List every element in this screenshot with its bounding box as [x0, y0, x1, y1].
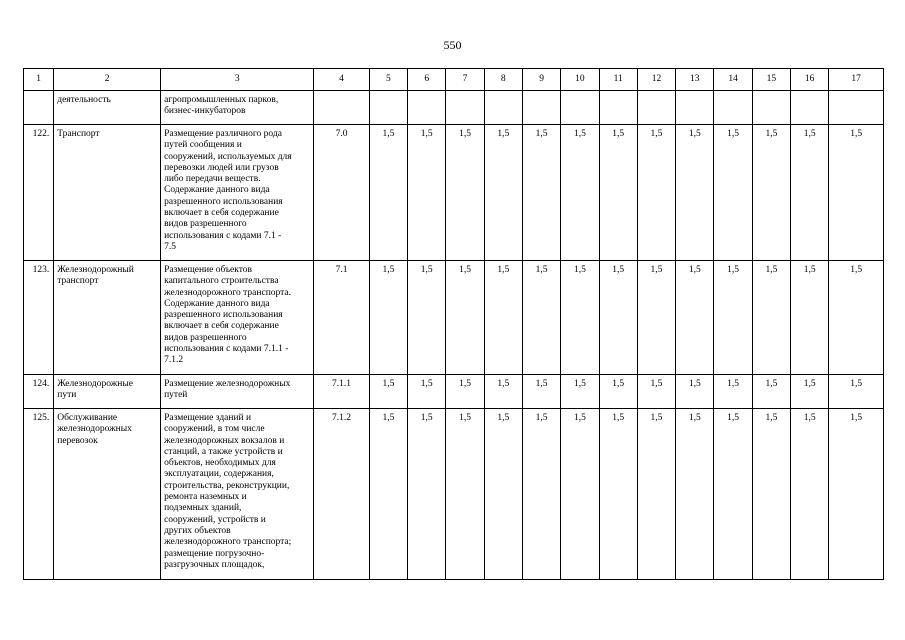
- header-cell: 11: [599, 69, 637, 91]
- use-code: 7.1.1: [314, 375, 369, 409]
- use-description: Размещение объектов капитального строительства железнодорожного транспорта. Содержание данного вида разрешенного использования включает в себя содержание видов разрешенного использования с кодами 7.1.1 - 7.1.2: [161, 261, 314, 375]
- value-cell: 1,5: [752, 375, 790, 409]
- use-code: [314, 91, 369, 125]
- header-cell: 5: [369, 69, 407, 91]
- value-cell: 1,5: [637, 261, 675, 375]
- value-cell: [522, 91, 560, 125]
- value-cell: 1,5: [484, 409, 522, 580]
- use-code: 7.1.2: [314, 409, 369, 580]
- value-cell: [714, 91, 752, 125]
- table-row: [24, 375, 884, 409]
- header-cell: 13: [676, 69, 714, 91]
- table-row: [24, 125, 884, 261]
- value-cell: [561, 91, 599, 125]
- use-description: Размещение железнодорожных путей: [161, 375, 314, 409]
- value-cell: 1,5: [408, 409, 446, 580]
- value-cell: 1,5: [446, 261, 484, 375]
- value-cell: 1,5: [369, 375, 407, 409]
- value-cell: [791, 91, 829, 125]
- use-name: Железнодорожные пути: [54, 375, 161, 409]
- value-cell: [599, 91, 637, 125]
- value-cell: 1,5: [752, 125, 790, 261]
- value-cell: 1,5: [791, 125, 829, 261]
- header-cell: 1: [24, 69, 54, 91]
- value-cell: [446, 91, 484, 125]
- value-cell: 1,5: [599, 375, 637, 409]
- use-code: 7.1: [314, 261, 369, 375]
- value-cell: [369, 91, 407, 125]
- value-cell: 1,5: [522, 409, 560, 580]
- value-cell: 1,5: [446, 125, 484, 261]
- value-cell: 1,5: [829, 261, 884, 375]
- value-cell: 1,5: [446, 375, 484, 409]
- value-cell: 1,5: [829, 375, 884, 409]
- value-cell: 1,5: [791, 261, 829, 375]
- header-cell: 2: [54, 69, 161, 91]
- value-cell: 1,5: [408, 125, 446, 261]
- value-cell: 1,5: [561, 125, 599, 261]
- value-cell: 1,5: [522, 261, 560, 375]
- row-number: 125.: [24, 409, 54, 580]
- value-cell: 1,5: [714, 261, 752, 375]
- header-cell: 15: [752, 69, 790, 91]
- use-name: деятельность: [54, 91, 161, 125]
- value-cell: [676, 91, 714, 125]
- row-number: 124.: [24, 375, 54, 409]
- value-cell: 1,5: [829, 409, 884, 580]
- header-cell: 12: [637, 69, 675, 91]
- value-cell: 1,5: [599, 261, 637, 375]
- table-row: [24, 409, 884, 580]
- value-cell: 1,5: [446, 409, 484, 580]
- header-cell: 4: [314, 69, 369, 91]
- header-cell: 9: [522, 69, 560, 91]
- value-cell: 1,5: [791, 409, 829, 580]
- value-cell: 1,5: [676, 125, 714, 261]
- zoning-table: [23, 68, 884, 580]
- value-cell: 1,5: [637, 375, 675, 409]
- value-cell: 1,5: [676, 409, 714, 580]
- value-cell: 1,5: [369, 261, 407, 375]
- value-cell: [752, 91, 790, 125]
- value-cell: 1,5: [561, 409, 599, 580]
- value-cell: 1,5: [599, 409, 637, 580]
- use-description: Размещение различного рода путей сообщения и сооружений, используемых для перевозки людей или грузов либо передачи веществ. Содержание данного вида разрешенного использования включает в себя содержание видов разрешенного использования с кодами 7.1 - 7.5: [161, 125, 314, 261]
- value-cell: 1,5: [599, 125, 637, 261]
- value-cell: 1,5: [829, 125, 884, 261]
- value-cell: [484, 91, 522, 125]
- use-name: Железнодорожный транспорт: [54, 261, 161, 375]
- value-cell: [637, 91, 675, 125]
- value-cell: 1,5: [522, 375, 560, 409]
- value-cell: 1,5: [714, 375, 752, 409]
- header-cell: 8: [484, 69, 522, 91]
- value-cell: 1,5: [676, 261, 714, 375]
- header-cell: 17: [829, 69, 884, 91]
- value-cell: 1,5: [522, 125, 560, 261]
- row-number: [24, 91, 54, 125]
- table-row: [24, 91, 884, 125]
- value-cell: [408, 91, 446, 125]
- value-cell: 1,5: [637, 125, 675, 261]
- use-name: Обслуживание железнодорожных перевозок: [54, 409, 161, 580]
- value-cell: 1,5: [369, 409, 407, 580]
- value-cell: 1,5: [714, 409, 752, 580]
- header-cell: 6: [408, 69, 446, 91]
- value-cell: 1,5: [791, 375, 829, 409]
- header-cell: 10: [561, 69, 599, 91]
- value-cell: 1,5: [561, 261, 599, 375]
- value-cell: 1,5: [561, 375, 599, 409]
- value-cell: 1,5: [484, 125, 522, 261]
- value-cell: 1,5: [752, 261, 790, 375]
- row-number: 122.: [24, 125, 54, 261]
- header-cell: 14: [714, 69, 752, 91]
- use-code: 7.0: [314, 125, 369, 261]
- use-name: Транспорт: [54, 125, 161, 261]
- use-description: агропромышленных парков, бизнес-инкубаторов: [161, 91, 314, 125]
- value-cell: 1,5: [637, 409, 675, 580]
- value-cell: 1,5: [484, 375, 522, 409]
- value-cell: 1,5: [369, 125, 407, 261]
- page-number: 550: [443, 38, 462, 52]
- header-row: [24, 69, 884, 91]
- table-row: [24, 261, 884, 375]
- use-description: Размещение зданий и сооружений, в том числе железнодорожных вокзалов и станций, а также устройств и объектов, необходимых для эксплуатации, содержания, строительства, реконструкции, ремонта наземных и подземных зданий, сооружений, устройств и других объектов железнодорожного транспорта; размещение погрузочно- разгрузочных площадок,: [161, 409, 314, 580]
- value-cell: 1,5: [408, 375, 446, 409]
- header-cell: 7: [446, 69, 484, 91]
- value-cell: 1,5: [752, 409, 790, 580]
- row-number: 123.: [24, 261, 54, 375]
- header-cell: 3: [161, 69, 314, 91]
- value-cell: [829, 91, 884, 125]
- value-cell: 1,5: [676, 375, 714, 409]
- value-cell: 1,5: [408, 261, 446, 375]
- header-cell: 16: [791, 69, 829, 91]
- value-cell: 1,5: [484, 261, 522, 375]
- value-cell: 1,5: [714, 125, 752, 261]
